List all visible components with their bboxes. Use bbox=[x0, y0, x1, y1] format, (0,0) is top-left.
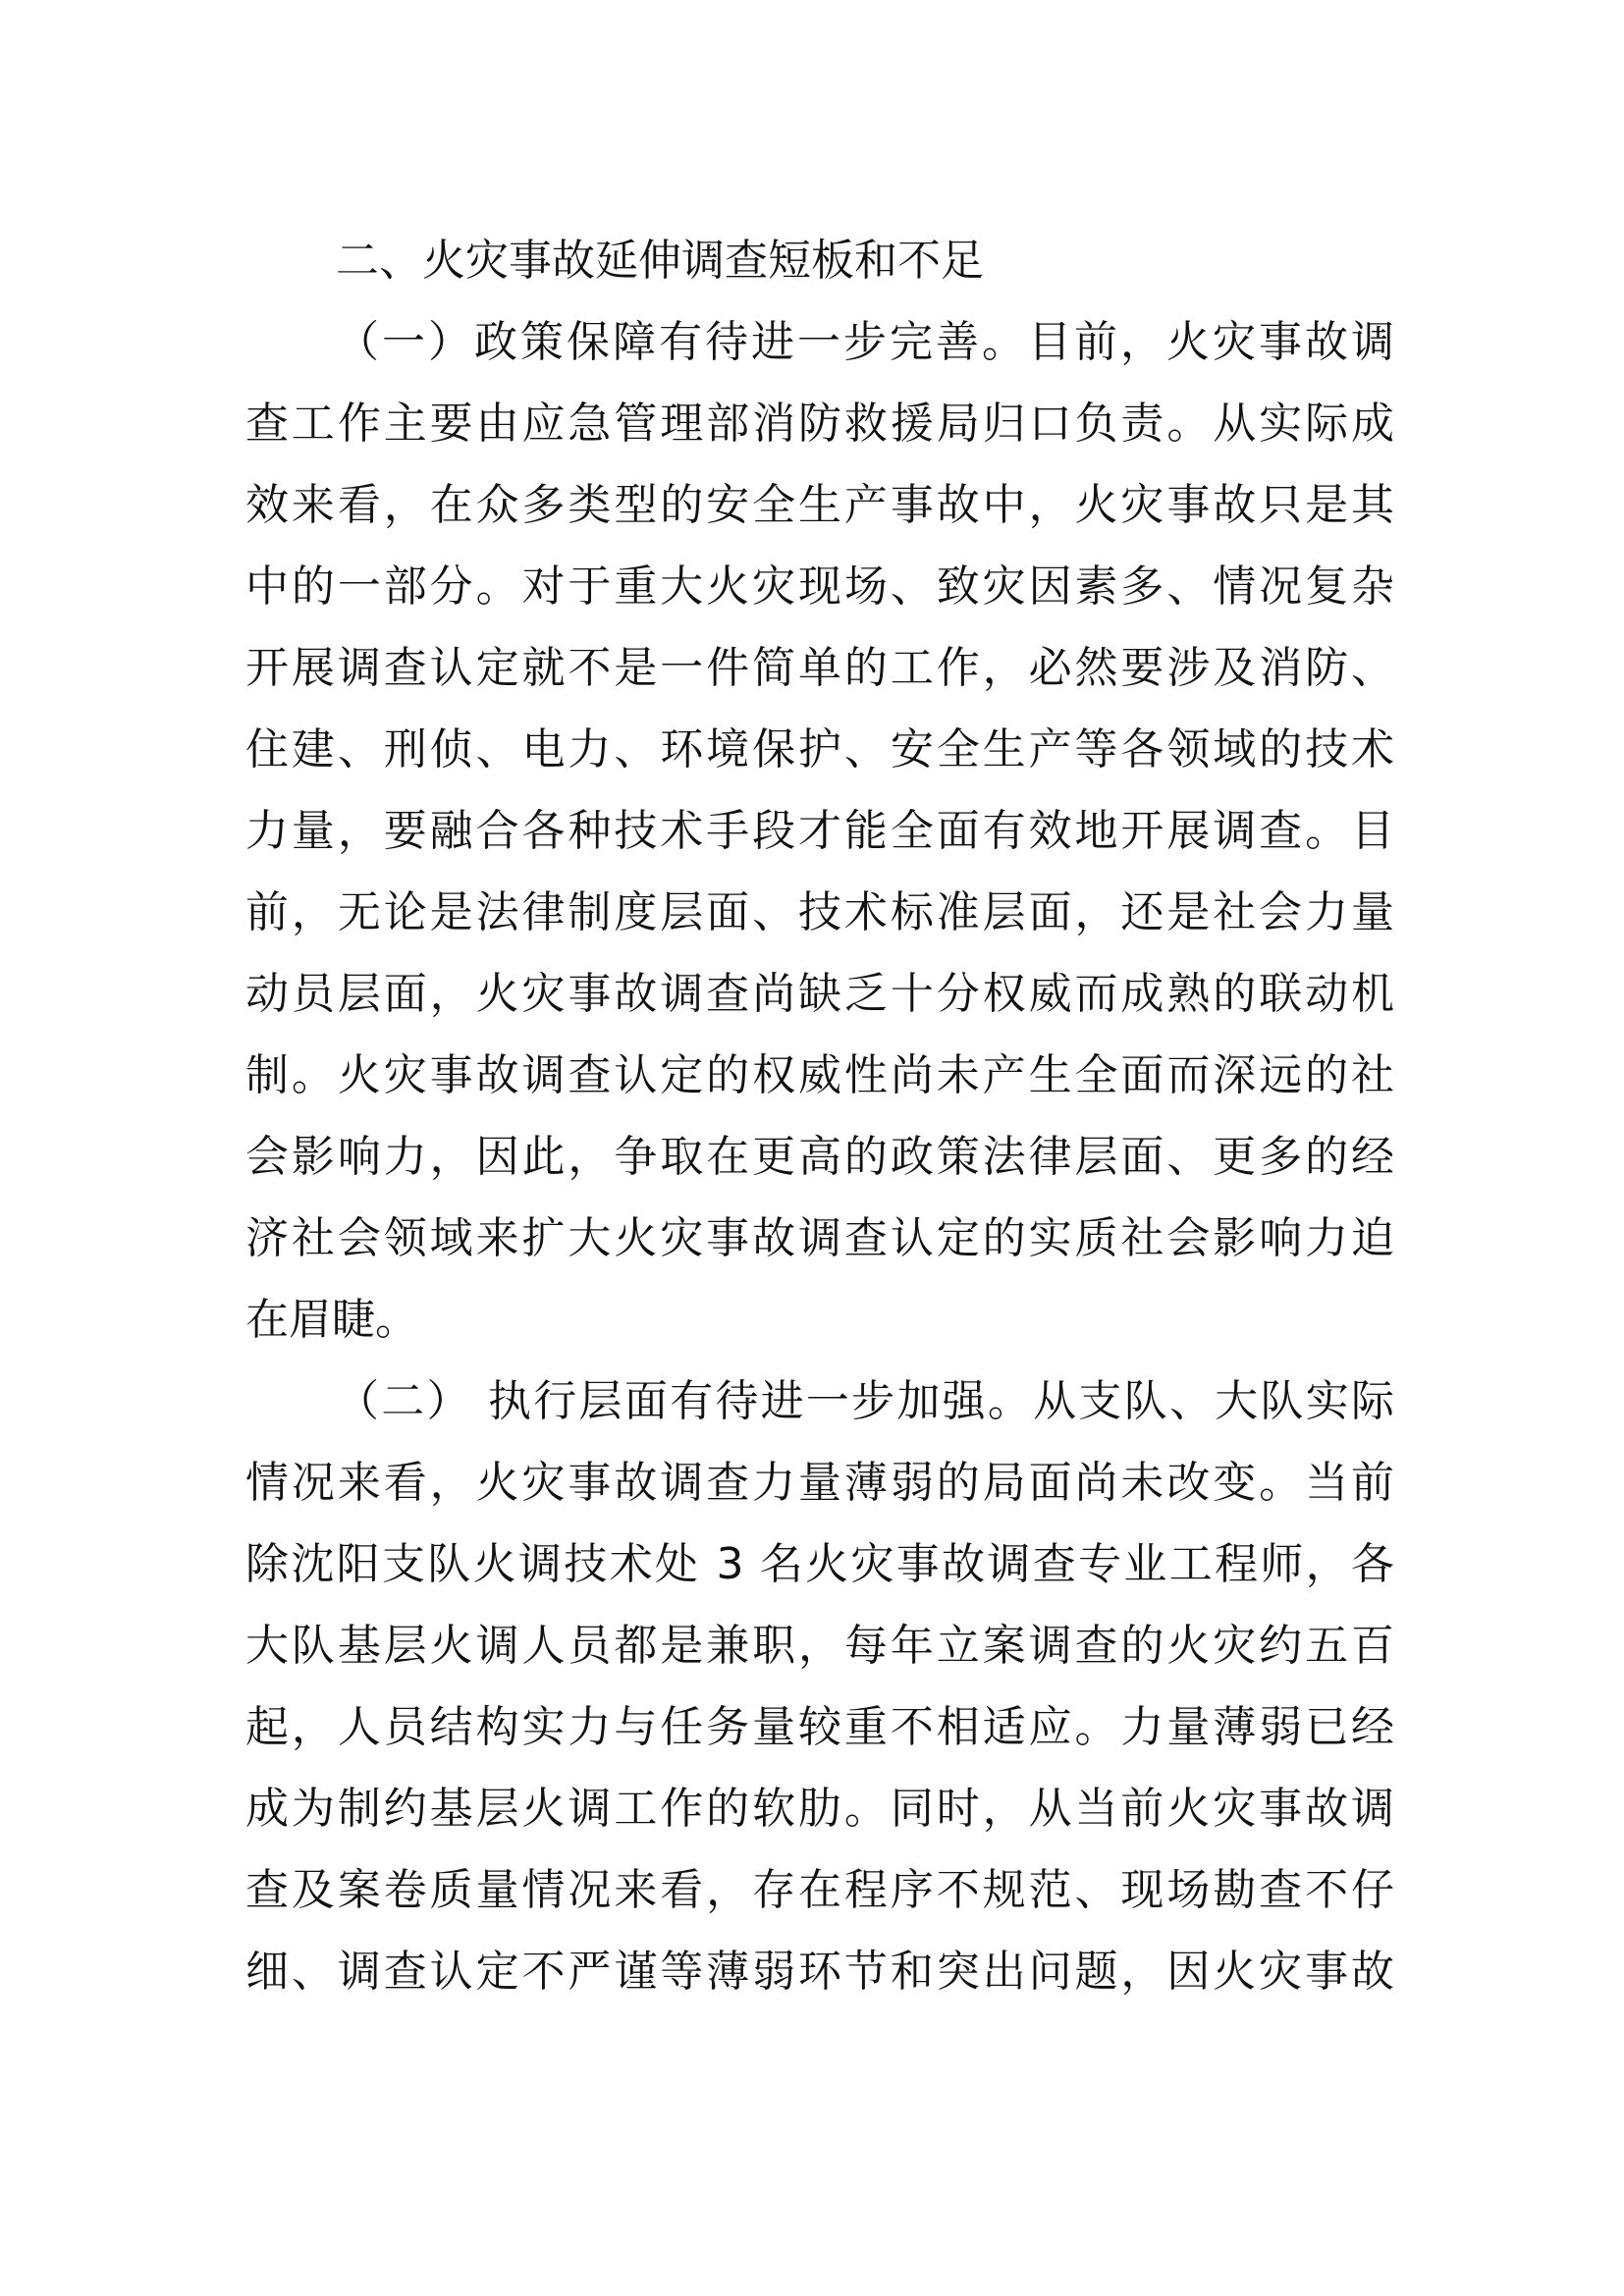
paragraph-line: 查及案卷质量情况来看，存在程序不规范、现场勘查不仔 bbox=[245, 1865, 1394, 1915]
paragraph-line: 济社会领域来扩大火灾事故调查认定的实质社会影响力迫 bbox=[245, 1213, 1394, 1263]
paragraph-line: （一）政策保障有待进一步完善。目前，火灾事故调 bbox=[336, 317, 1394, 367]
document-body bbox=[245, 220, 1394, 2012]
paragraph-line: 在眉睫。 bbox=[245, 1295, 418, 1345]
paragraph-line: 中的一部分。对于重大火灾现场、致灾因素多、情况复杂 bbox=[245, 561, 1394, 612]
paragraph-line: 效来看，在众多类型的安全生产事故中，火灾事故只是其 bbox=[245, 480, 1394, 530]
paragraph-line: 大队基层火调人员都是兼职，每年立案调查的火灾约五百 bbox=[245, 1621, 1394, 1671]
paragraph-line: 起，人员结构实力与任务量较重不相适应。力量薄弱已经 bbox=[245, 1702, 1394, 1752]
paragraph-line: 除沈阳支队火调技术处 3 名火灾事故调查专业工程师，各 bbox=[245, 1539, 1394, 1589]
paragraph-line: （二） 执行层面有待进一步加强。从支队、大队实际 bbox=[336, 1376, 1394, 1426]
paragraph-execution-level bbox=[245, 1361, 1394, 2012]
paragraph-line: 住建、刑侦、电力、环境保护、安全生产等各领域的技术 bbox=[245, 724, 1394, 774]
paragraph-line: 查工作主要由应急管理部消防救援局归口负责。从实际成 bbox=[245, 399, 1394, 449]
paragraph-line: 动员层面，火灾事故调查尚缺乏十分权威而成熟的联动机 bbox=[245, 969, 1394, 1019]
paragraph-line: 会影响力，因此，争取在更高的政策法律层面、更多的经 bbox=[245, 1132, 1394, 1182]
paragraph-line: 开展调查认定就不是一件简单的工作，必然要涉及消防、 bbox=[245, 643, 1394, 693]
paragraph-line: 成为制约基层火调工作的软肋。同时，从当前火灾事故调 bbox=[245, 1784, 1394, 1834]
paragraph-line: 情况来看，火灾事故调查力量薄弱的局面尚未改变。当前 bbox=[245, 1458, 1394, 1508]
paragraph-line: 制。火灾事故调查认定的权威性尚未产生全面而深远的社 bbox=[245, 1050, 1394, 1100]
paragraph-line: 力量，要融合各种技术手段才能全面有效地开展调查。目 bbox=[245, 806, 1394, 856]
section-heading: 二、火灾事故延伸调查短板和不足 bbox=[336, 236, 984, 286]
paragraph-policy-guarantee bbox=[245, 301, 1394, 1361]
paragraph-line: 前，无论是法律制度层面、技术标准层面，还是社会力量 bbox=[245, 887, 1394, 937]
paragraph-line: 细、调查认定不严谨等薄弱环节和突出问题，因火灾事故 bbox=[245, 1947, 1394, 1997]
